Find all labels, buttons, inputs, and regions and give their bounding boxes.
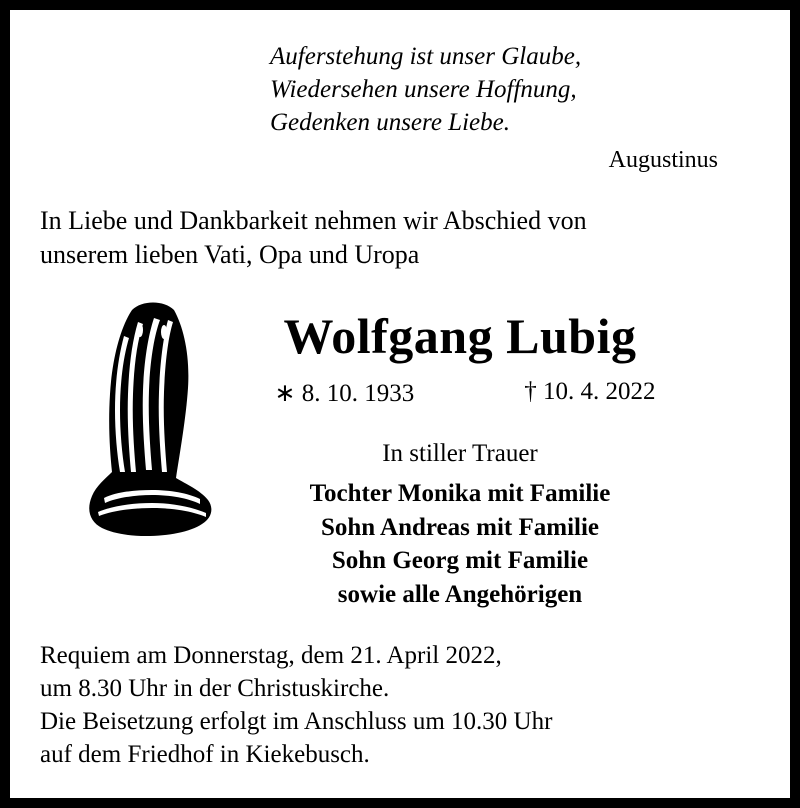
service-line-4: auf dem Friedhof in Kiekebusch.	[40, 741, 370, 769]
mourner-item: Tochter Monika mit Familie	[309, 480, 611, 508]
verse-line-2: Wiedersehen unsere Hoffnung,	[270, 76, 577, 103]
mourners-intro: In stiller Trauer	[382, 440, 538, 468]
mourner-item: sowie alle Angehörigen	[337, 580, 583, 608]
service-line-3: Die Beisetzung erfolgt im Anschluss um 10.30 Uhr	[40, 708, 553, 736]
verse-attribution: Augustinus	[608, 147, 718, 173]
verse-line-1: Auferstehung ist unser Glaube,	[270, 43, 582, 70]
deceased-dates	[160, 378, 760, 408]
notice-content	[10, 10, 790, 798]
service-line-1: Requiem am Donnerstag, dem 21. April 2022,	[40, 642, 502, 670]
intro-block	[40, 204, 760, 272]
death-date: † 10. 4. 2022	[524, 378, 656, 406]
mourner-item: Sohn Andreas mit Familie	[320, 513, 600, 541]
verse-block	[40, 40, 760, 139]
birth-date: ∗ 8. 10. 1933	[274, 380, 415, 408]
praying-hands-icon	[68, 302, 238, 552]
intro-line-2: unserem lieben Vati, Opa und Uropa	[40, 239, 420, 269]
service-line-2: um 8.30 Uhr in der Christuskirche.	[40, 675, 390, 703]
verse-line-3: Gedenken unsere Liebe.	[270, 109, 510, 136]
deceased-name: Wolfgang Lubig	[283, 307, 637, 364]
mourners-list	[160, 477, 760, 611]
mourner-item: Sohn Georg mit Familie	[331, 547, 589, 575]
service-details-block	[40, 639, 760, 771]
intro-line-1: In Liebe und Dankbarkeit nehmen wir Abschied von	[40, 206, 587, 235]
